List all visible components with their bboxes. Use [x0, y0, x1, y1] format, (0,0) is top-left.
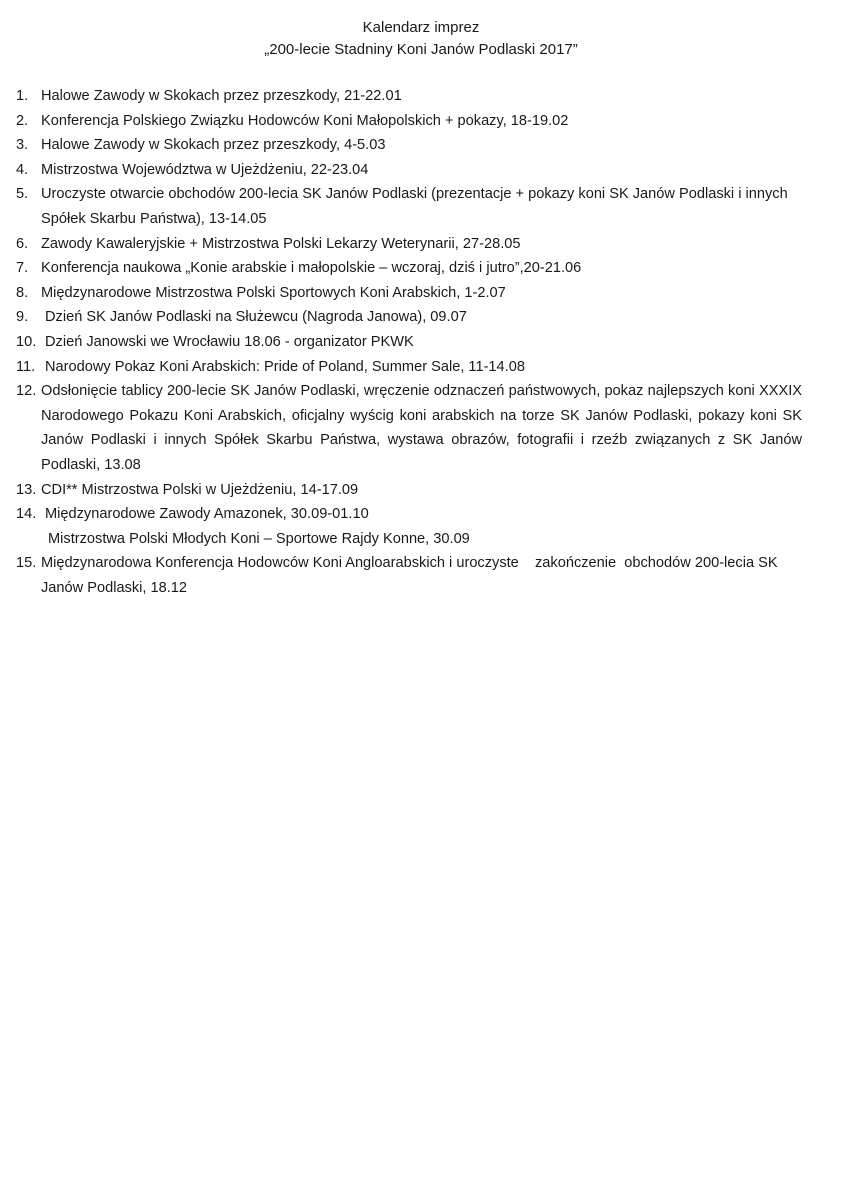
list-item — [16, 330, 802, 355]
item-text: Halowe Zawody w Skokach przez przeszkody, 4-5.03 — [41, 137, 386, 154]
item-number: 4. — [16, 161, 29, 178]
item-text: Konferencja naukowa „Konie arabskie i małopolskie – wczoraj, dziś i jutro”,20-21.06 — [41, 260, 582, 277]
item-subtext: Mistrzostwa Polski Młodych Koni – Sportowe Rajdy Konne, 30.09 — [48, 530, 470, 547]
list-item — [16, 158, 802, 183]
item-number: 15. — [16, 555, 37, 572]
list-item — [16, 84, 802, 109]
item-number: 6. — [16, 235, 29, 252]
item-text: Dzień SK Janów Podlaski na Służewcu (Nagroda Janowa), 09.07 — [45, 309, 467, 326]
item-text: Zawody Kawaleryjskie + Mistrzostwa Polski Lekarzy Weterynarii, 27-28.05 — [41, 235, 521, 252]
item-text: Uroczyste otwarcie obchodów 200-lecia SK Janów Podlaski (prezentacje + pokazy koni SK Janów Podlaski i innych Spółek Skarbu Państwa), 13-14.05 — [41, 186, 788, 227]
list-item — [16, 502, 802, 551]
list-item — [16, 379, 802, 477]
item-number: 7. — [16, 260, 29, 277]
list-item — [16, 355, 802, 380]
document-subtitle: „200-lecie Stadniny Koni Janów Podlaski 2017” — [264, 41, 578, 58]
item-number: 8. — [16, 284, 29, 301]
list-item — [16, 305, 802, 330]
list-item — [16, 281, 802, 306]
list-item — [16, 232, 802, 257]
document-header — [0, 17, 842, 61]
item-number: 12. — [16, 383, 37, 400]
item-number: 11. — [16, 358, 36, 375]
list-item — [16, 478, 802, 503]
item-number: 5. — [16, 186, 29, 203]
item-text: Międzynarodowe Zawody Amazonek, 30.09-01.10 — [45, 506, 369, 523]
item-number: 9. — [16, 309, 29, 326]
event-list — [16, 84, 802, 600]
item-text: CDI** Mistrzostwa Polski w Ujeżdżeniu, 14-17.09 — [41, 481, 359, 498]
document-title: Kalendarz imprez — [362, 19, 480, 36]
item-text: Mistrzostwa Województwa w Ujeżdżeniu, 22-23.04 — [41, 161, 369, 178]
list-item — [16, 182, 802, 231]
item-number: 1. — [16, 88, 29, 104]
item-number: 2. — [16, 112, 29, 129]
list-item — [16, 256, 802, 281]
item-text: Narodowy Pokaz Koni Arabskich: Pride of Poland, Summer Sale, 11-14.08 — [45, 358, 525, 375]
list-item — [16, 133, 802, 158]
item-number: 3. — [16, 137, 29, 154]
item-number: 14. — [16, 506, 37, 523]
list-item — [16, 551, 802, 600]
list-item — [16, 109, 802, 134]
item-text: Halowe Zawody w Skokach przez przeszkody, 21-22.01 — [41, 88, 402, 104]
item-number: 10. — [16, 333, 37, 350]
item-text: Międzynarodowa Konferencja Hodowców Koni Angloarabskich i uroczyste zakończenie obchodów 200-lecia SK Janów Podlaski, 18.12 — [41, 555, 782, 596]
item-text: Konferencja Polskiego Związku Hodowców Koni Małopolskich + pokazy, 18-19.02 — [41, 112, 569, 129]
item-number: 13. — [16, 481, 37, 498]
item-text: Dzień Janowski we Wrocławiu 18.06 - organizator PKWK — [45, 333, 414, 350]
item-text: Międzynarodowe Mistrzostwa Polski Sportowych Koni Arabskich, 1-2.07 — [41, 284, 506, 301]
item-text: Odsłonięcie tablicy 200-lecie SK Janów Podlaski, wręczenie odznaczeń państwowych, pokaz najlepszych koni XXXIX Narodowego Pokazu Koni Arabskich, oficjalny wyścig koni arabskich na torze SK Janów Podlaski, pokazy koni SK Janów Podlaski i innych Spółek Skarbu Państwa, wystawa obrazów, fotografii i rzeźb związanych z SK Janów Podlaski, 13.08 — [41, 383, 802, 473]
